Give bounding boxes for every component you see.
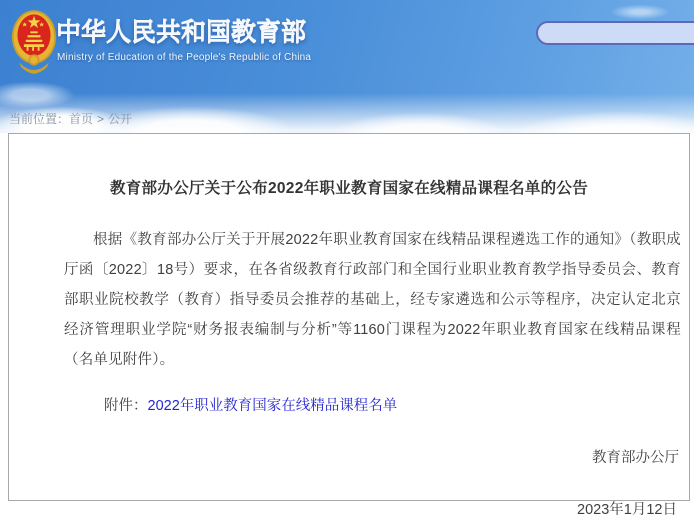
- breadcrumb: [9, 110, 132, 127]
- article-title: 教育部办公厅关于公布2022年职业教育国家在线精品课程名单的公告: [109, 180, 589, 197]
- attachment-link[interactable]: 2022年职业教育国家在线精品课程名单: [147, 398, 398, 414]
- site-title: 中华人民共和国教育部: [56, 18, 307, 46]
- attachment-line: [104, 394, 689, 415]
- announcement-card: [8, 133, 690, 518]
- national-emblem-icon: [11, 8, 57, 76]
- breadcrumb-separator: >: [97, 112, 105, 126]
- attachment-label: 附件：: [104, 398, 148, 414]
- breadcrumb-home-link[interactable]: 首页: [69, 112, 94, 126]
- article-body: 根据《教育部办公厅关于开展2022年职业教育国家在线精品课程遴选工作的通知》（教职成厅函〔2022〕18号）要求，在各省级教育行政部门和全国行业职业教育教学指导委员会、教育部职业院校教学（教育）指导委员会推荐的基础上，经专家遴选和公示等程序，决定认定北京经济管理职业学院“财务报表编制与分析”等1160门课程为2022年职业教育国家在线精品课程（名单见附件）。: [64, 232, 681, 368]
- breadcrumb-current-link[interactable]: 公开: [108, 112, 133, 126]
- site-header: [0, 0, 694, 133]
- breadcrumb-label: 当前位置：: [9, 112, 70, 126]
- site-subtitle-en: Ministry of Education of the People's Republic of China: [57, 52, 312, 63]
- search-input[interactable]: [536, 21, 694, 45]
- publish-date: 2023年1月12日: [577, 502, 677, 518]
- issuing-office: 教育部办公厅: [592, 450, 679, 466]
